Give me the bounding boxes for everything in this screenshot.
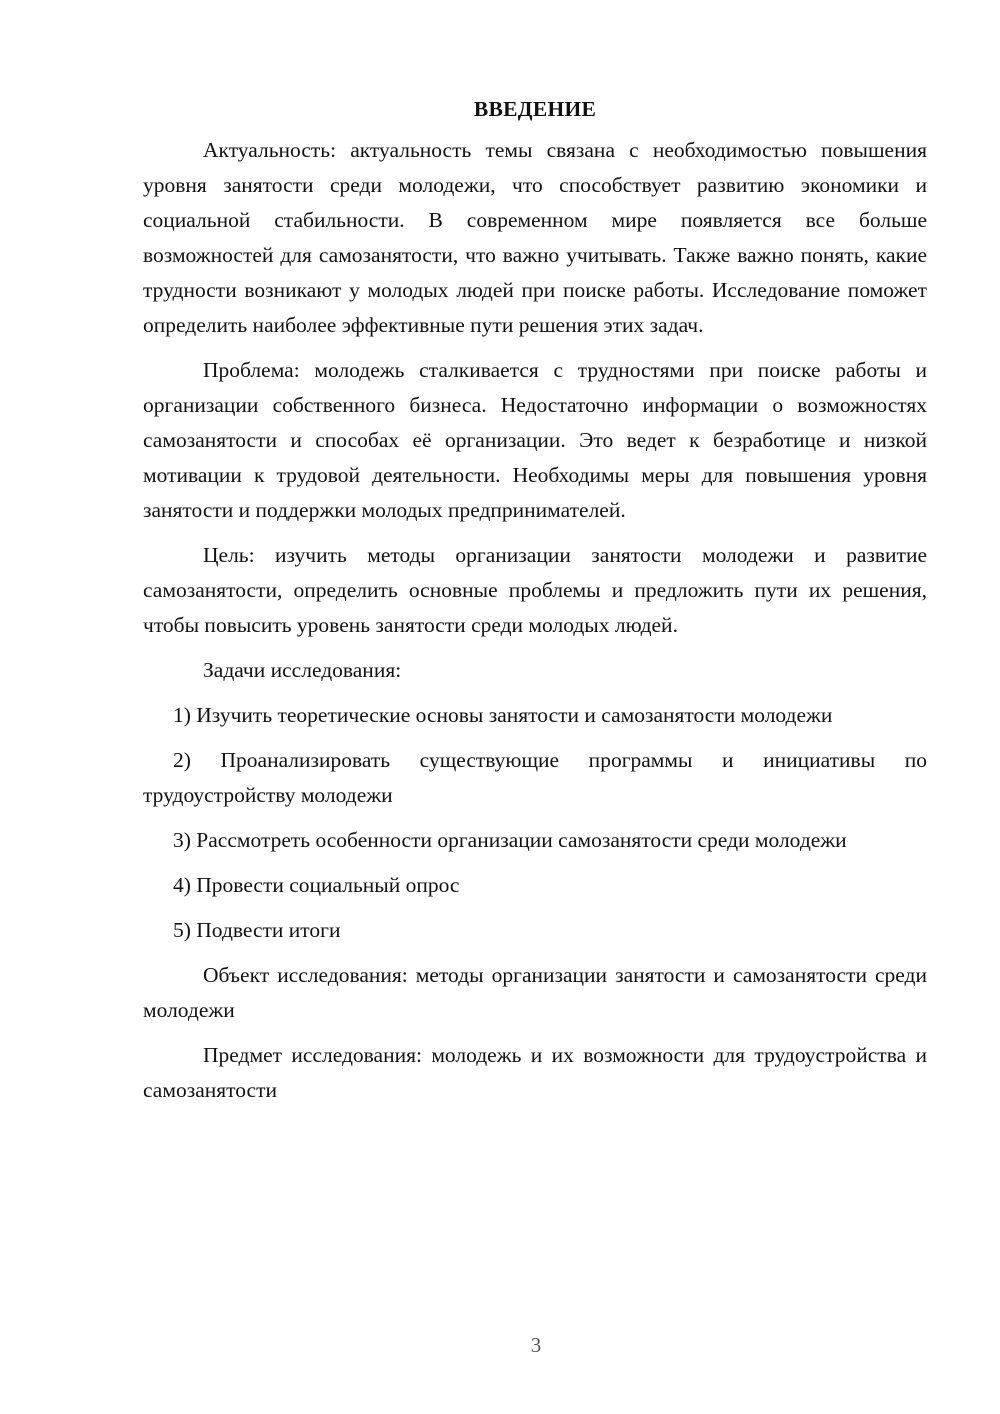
page-number: 3	[530, 1333, 542, 1357]
page-content	[143, 92, 927, 1118]
goal-paragraph: Цель: изучить методы организации занятости молодежи и развитие самозанятости, определить основные проблемы и предложить пути их решения, чтобы повысить уровень занятости среди молодых людей.	[143, 543, 927, 637]
task-item-4: 4) Провести социальный опрос	[173, 873, 460, 897]
section-heading: ВВЕДЕНИЕ	[473, 97, 597, 121]
subject-paragraph: Предмет исследования: молодежь и их возможности для трудоустройства и самозанятости	[143, 1043, 927, 1102]
object-paragraph: Объект исследования: методы организации занятости и самозанятости среди молодежи	[143, 963, 927, 1022]
task-item-2: 2) Проанализировать существующие программы и инициативы по трудоустройству молодежи	[143, 748, 927, 807]
relevance-paragraph: Актуальность: актуальность темы связана с необходимостью повышения уровня занятости среди молодежи, что способствует развитию экономики и социальной стабильности. В современном мире появляется все больше возможностей для самозанятости, что важно учитывать. Также важно понять, какие трудности возникают у молодых людей при поиске работы. Исследование поможет определить наиболее эффективные пути решения этих задач.	[143, 138, 927, 337]
tasks-title: Задачи исследования:	[203, 658, 402, 682]
problem-paragraph: Проблема: молодежь сталкивается с трудностями при поиске работы и организации собственного бизнеса. Недостаточно информации о возможностях самозанятости и способах её организации. Это ведет к безработице и низкой мотивации к трудовой деятельности. Необходимы меры для повышения уровня занятости и поддержки молодых предпринимателей.	[143, 358, 927, 522]
task-item-5: 5) Подвести итоги	[173, 918, 341, 942]
task-item-3: 3) Рассмотреть особенности организации самозанятости среди молодежи	[173, 828, 847, 852]
task-item-1: 1) Изучить теоретические основы занятости и самозанятости молодежи	[173, 703, 833, 727]
